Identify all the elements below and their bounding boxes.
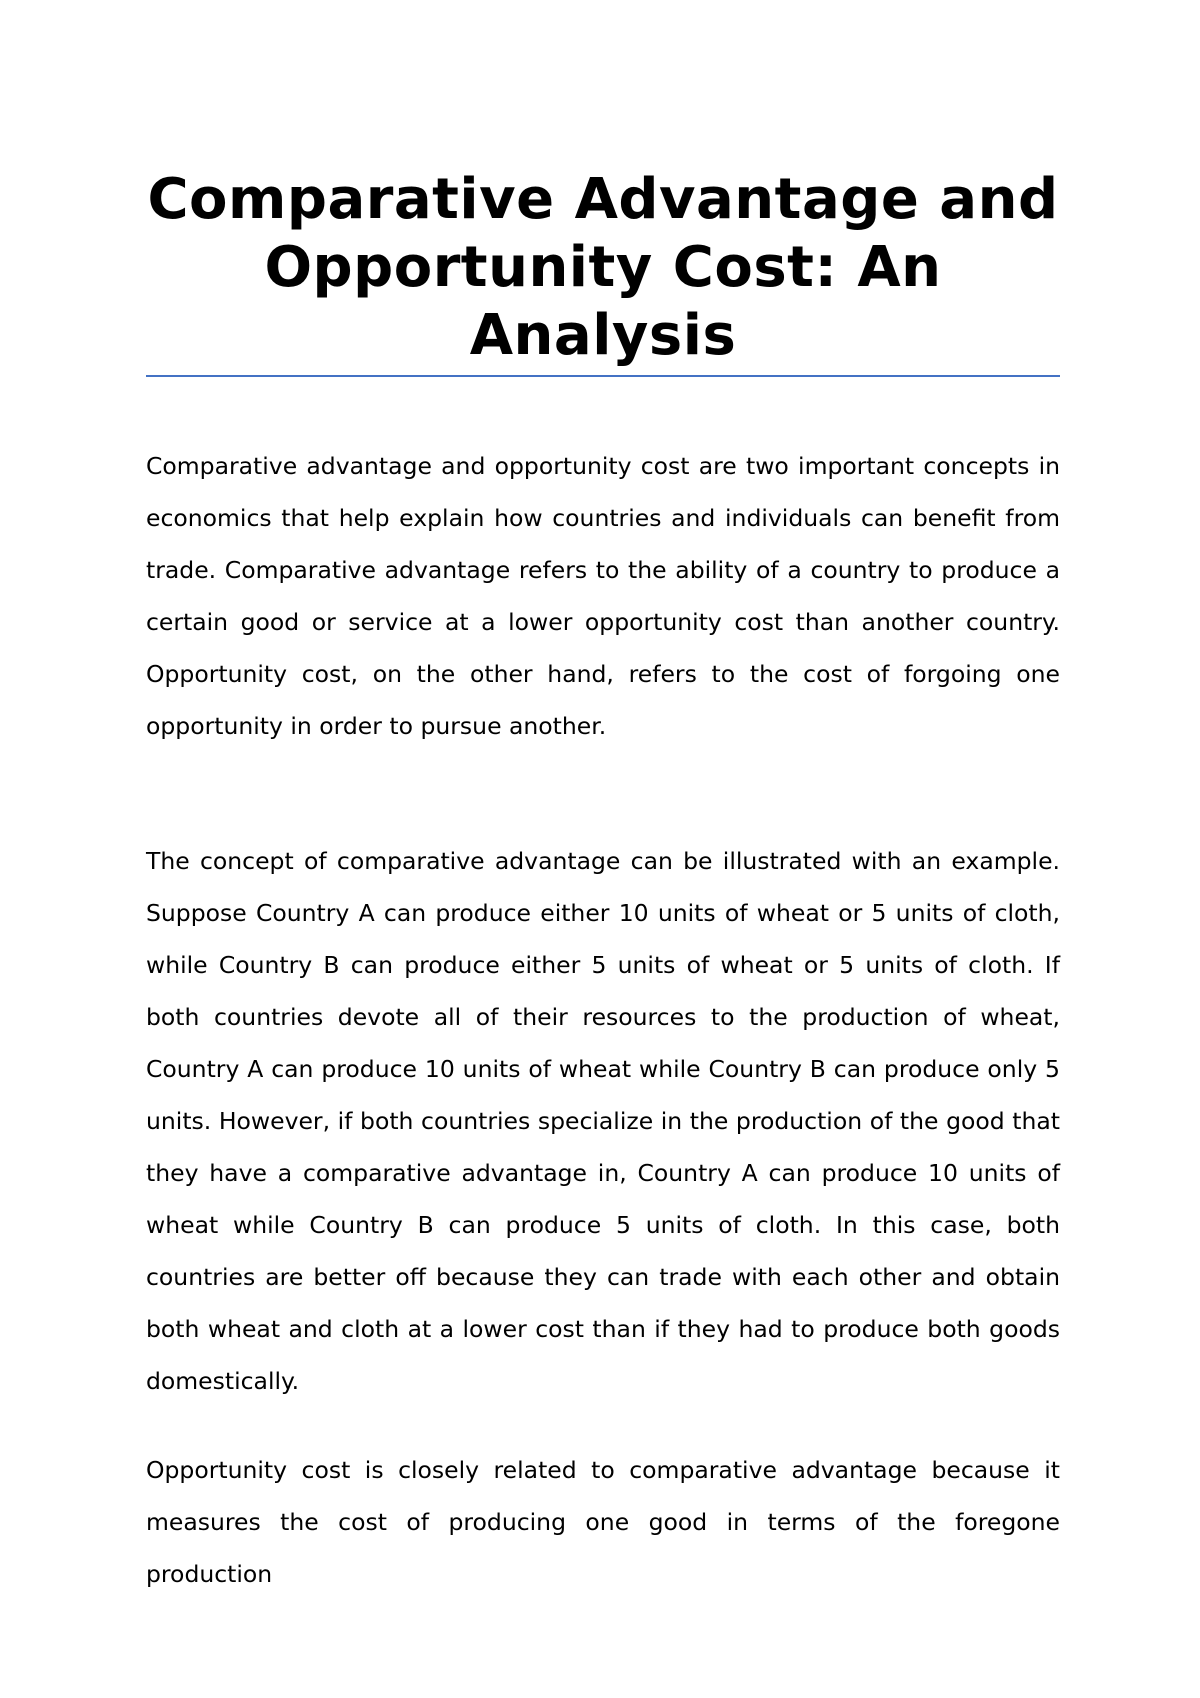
paragraph-opportunity-cost: Opportunity cost is closely related to comparative advantage because it measures the cost of producing one good in terms of the foregone production (146, 1456, 1060, 1588)
paragraph-intro: Comparative advantage and opportunity cost are two important concepts in economics that help explain how countries and individuals can benefit from trade. Comparative advantage refers to the ability of a country to produce a certain good or service at a lower opportunity cost than another country. Opportunity cost, on the other hand, refers to the cost of forgoing one opportunity in order to pursue another. (146, 452, 1060, 740)
document-title: Comparative Advantage and Opportunity Cost: An Analysis (147, 167, 1059, 368)
title-block (146, 166, 1060, 370)
paragraph-example: The concept of comparative advantage can be illustrated with an example. Suppose Country A can produce either 10 units of wheat or 5 units of cloth, while Country B can produce either 5 units of wheat or 5 units of cloth. If both countries devote all of their resources to the production of wheat, Country A can produce 10 units of wheat while Country B can produce only 5 units. However, if both countries specialize in the production of the good that they have a comparative advantage in, Country A can produce 10 units of wheat while Country B can produce 5 units of cloth. In this case, both countries are better off because they can trade with each other and obtain both wheat and cloth at a lower cost than if they had to produce both goods domestically. (146, 847, 1060, 1395)
title-underline (146, 375, 1060, 377)
